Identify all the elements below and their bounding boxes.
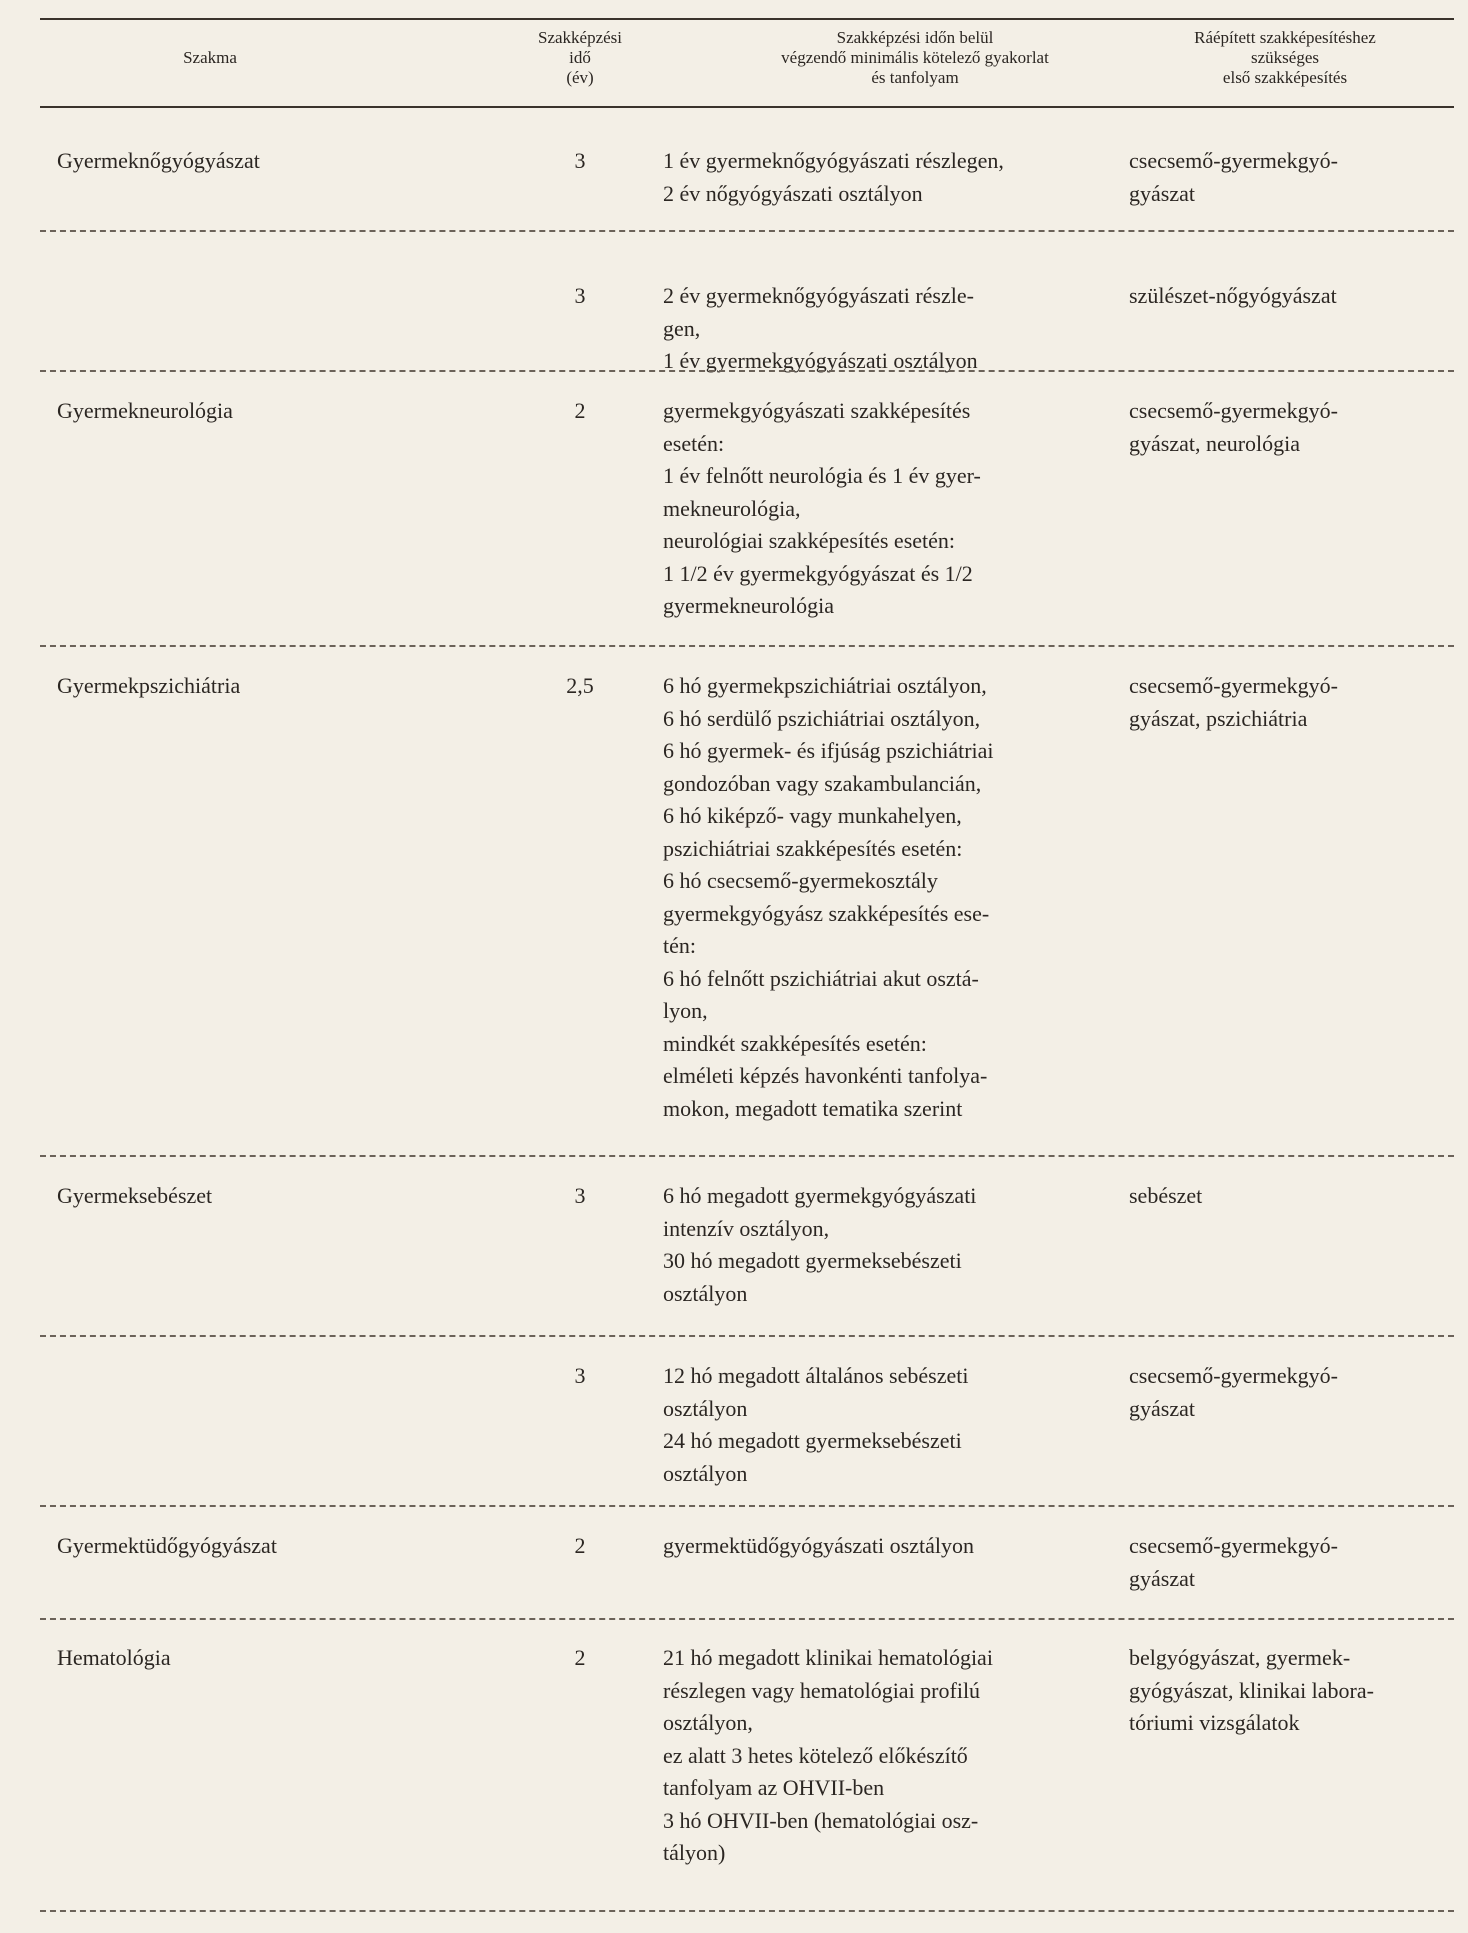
header-ido-line: idő	[569, 48, 591, 67]
cell-line: elméleti képzés havonkénti tanfolya-	[663, 1063, 988, 1088]
row-divider	[40, 1335, 1454, 1337]
header-gyakorlat-line: és tanfolyam	[871, 68, 959, 87]
cell-line: csecsemő-gyermekgyó-	[1129, 148, 1338, 173]
cell-line: 1 év felnőtt neurológia és 1 év gyer-	[663, 463, 981, 488]
gyakorlat-cell	[663, 1642, 1100, 1870]
row-divider	[40, 1910, 1454, 1912]
szakma-cell: Gyermektüdőgyógyászat	[57, 1533, 277, 1558]
cell-line: 3 hó OHVII-ben (hematológiai osz-	[663, 1807, 979, 1833]
cell-line: 2 év nőgyógyászati osztályon	[663, 180, 923, 206]
top-rule	[40, 18, 1454, 20]
header-rule	[40, 106, 1454, 108]
szakma-cell: Gyermekneurológia	[57, 398, 233, 423]
cell-line: mekneurológia,	[663, 495, 801, 521]
szakma-cell: Gyermekpszichiátria	[57, 673, 241, 698]
cell-line: 1 év gyermekgyógyászati osztályon	[663, 348, 978, 373]
ido-cell: 3	[574, 1183, 586, 1208]
ido-cell: 3	[574, 283, 586, 308]
cell-line: ez alatt 3 hetes kötelező előkészítő	[663, 1742, 968, 1768]
cell-line: tóriumi vizsgálatok	[1129, 1710, 1300, 1735]
row-divider	[40, 230, 1454, 232]
header-gyakorlat-line: Szakképzési időn belül	[836, 28, 994, 47]
cell-line: 6 hó gyermekpszichiátriai osztályon,	[663, 673, 987, 698]
gyakorlat-cell	[663, 670, 1100, 1125]
cell-line: esetén:	[663, 430, 725, 456]
gyakorlat-cell	[663, 1180, 1100, 1310]
cell-line: gyermekgyógyászati szakképesítés	[663, 398, 971, 423]
cell-line: 6 hó gyermek- és ifjúság pszichiátriai	[663, 738, 994, 763]
cell-line: gyermektüdőgyógyászati osztályon	[663, 1533, 974, 1558]
cell-line: gyógyászat, klinikai labora-	[1129, 1677, 1374, 1703]
row-divider	[40, 1505, 1454, 1507]
cell-line: mokon, megadott tematika szerint	[663, 1095, 963, 1121]
cell-line: 1 év gyermeknőgyógyászati részlegen,	[663, 148, 1004, 173]
cell-line: gyászat, neurológia	[1129, 430, 1301, 456]
ido-cell: 2	[574, 398, 586, 423]
raepitett-cell	[1129, 145, 1459, 210]
cell-line: osztályon,	[663, 1710, 753, 1735]
cell-line: gyászat, pszichiátria	[1129, 705, 1308, 731]
cell-line: csecsemő-gyermekgyó-	[1129, 1533, 1338, 1558]
cell-line: 30 hó megadott gyermeksebészeti	[663, 1248, 962, 1273]
header-ido	[510, 28, 650, 88]
cell-line: neurológiai szakképesítés esetén:	[663, 528, 956, 553]
raepitett-cell	[1129, 1360, 1459, 1425]
cell-line: tén:	[663, 933, 696, 958]
cell-line: szülészet-nőgyógyászat	[1129, 283, 1337, 308]
header-gyakorlat	[700, 28, 1130, 88]
cell-line: csecsemő-gyermekgyó-	[1129, 1363, 1338, 1388]
cell-line: tályon)	[663, 1840, 726, 1865]
cell-line: 6 hó megadott gyermekgyógyászati	[663, 1183, 977, 1208]
row-divider	[40, 645, 1454, 647]
row-divider	[40, 1155, 1454, 1157]
cell-line: belgyógyászat, gyermek-	[1129, 1645, 1351, 1670]
cell-line: 24 hó megadott gyermeksebészeti	[663, 1428, 962, 1453]
cell-line: lyon,	[663, 998, 708, 1023]
cell-line: csecsemő-gyermekgyó-	[1129, 398, 1338, 423]
cell-line: gyászat	[1129, 1565, 1195, 1591]
row-divider	[40, 370, 1454, 372]
cell-line: 6 hó felnőtt pszichiátriai akut osztá-	[663, 965, 979, 991]
ido-cell: 2	[574, 1533, 586, 1558]
header-gyakorlat-line: végzendő minimális kötelező gyakorlat	[781, 48, 1049, 67]
gyakorlat-cell	[663, 280, 1100, 378]
gyakorlat-cell	[663, 1360, 1100, 1490]
header-raepitett	[1130, 28, 1440, 88]
raepitett-cell	[1129, 670, 1459, 735]
cell-line: mindkét szakképesítés esetén:	[663, 1030, 927, 1056]
raepitett-cell	[1129, 1530, 1459, 1595]
ido-cell: 3	[574, 148, 586, 173]
szakma-cell: Hematológia	[57, 1645, 171, 1670]
cell-line: 21 hó megadott klinikai hematológiai	[663, 1645, 993, 1670]
ido-cell: 3	[574, 1363, 586, 1388]
cell-line: tanfolyam az OHVII-ben	[663, 1775, 885, 1800]
cell-line: 2 év gyermeknőgyógyászati részle-	[663, 283, 974, 308]
header-ido-line: Szakképzési	[537, 28, 623, 47]
cell-line: 6 hó csecsemő-gyermekosztály	[663, 868, 938, 893]
header-raepitett-line: szükséges	[1251, 48, 1319, 67]
cell-line: 6 hó serdülő pszichiátriai osztályon,	[663, 705, 981, 731]
cell-line: gyermekneurológia	[663, 593, 835, 618]
header-ido-line: (év)	[566, 68, 594, 87]
cell-line: intenzív osztályon,	[663, 1215, 830, 1241]
gyakorlat-cell	[663, 145, 1100, 210]
ido-cell: 2	[574, 1645, 586, 1670]
cell-line: részlegen vagy hematológiai profilú	[663, 1677, 981, 1703]
szakma-cell: Gyermeknőgyógyászat	[57, 148, 260, 173]
cell-line: 6 hó kiképző- vagy munkahelyen,	[663, 803, 962, 828]
raepitett-cell	[1129, 395, 1459, 460]
ido-cell: 2,5	[566, 673, 594, 698]
raepitett-cell	[1129, 1180, 1459, 1213]
cell-line: 1 1/2 év gyermekgyógyászat és 1/2	[663, 560, 973, 586]
cell-line: sebészet	[1129, 1183, 1203, 1208]
cell-line: gyermekgyógyász szakképesítés ese-	[663, 900, 990, 926]
row-divider	[40, 1618, 1454, 1620]
gyakorlat-cell	[663, 395, 1100, 623]
cell-line: pszichiátriai szakképesítés esetén:	[663, 835, 963, 861]
cell-line: osztályon	[663, 1395, 748, 1421]
cell-line: osztályon	[663, 1280, 748, 1306]
cell-line: gen,	[663, 315, 701, 341]
cell-line: gyászat	[1129, 1395, 1195, 1421]
gyakorlat-cell	[663, 1530, 1100, 1563]
header-szakma: Szakma	[183, 48, 237, 67]
cell-line: 12 hó megadott általános sebészeti	[663, 1363, 969, 1388]
cell-line: gondozóban vagy szakambulancián,	[663, 770, 982, 796]
raepitett-cell	[1129, 1642, 1459, 1740]
header-raepitett-line: első szakképesítés	[1222, 68, 1348, 87]
cell-line: gyászat	[1129, 180, 1195, 206]
header-raepitett-line: Ráépített szakképesítéshez	[1194, 28, 1376, 47]
szakma-cell: Gyermeksebészet	[57, 1183, 213, 1208]
raepitett-cell	[1129, 280, 1459, 313]
cell-line: osztályon	[663, 1460, 748, 1486]
cell-line: csecsemő-gyermekgyó-	[1129, 673, 1338, 698]
